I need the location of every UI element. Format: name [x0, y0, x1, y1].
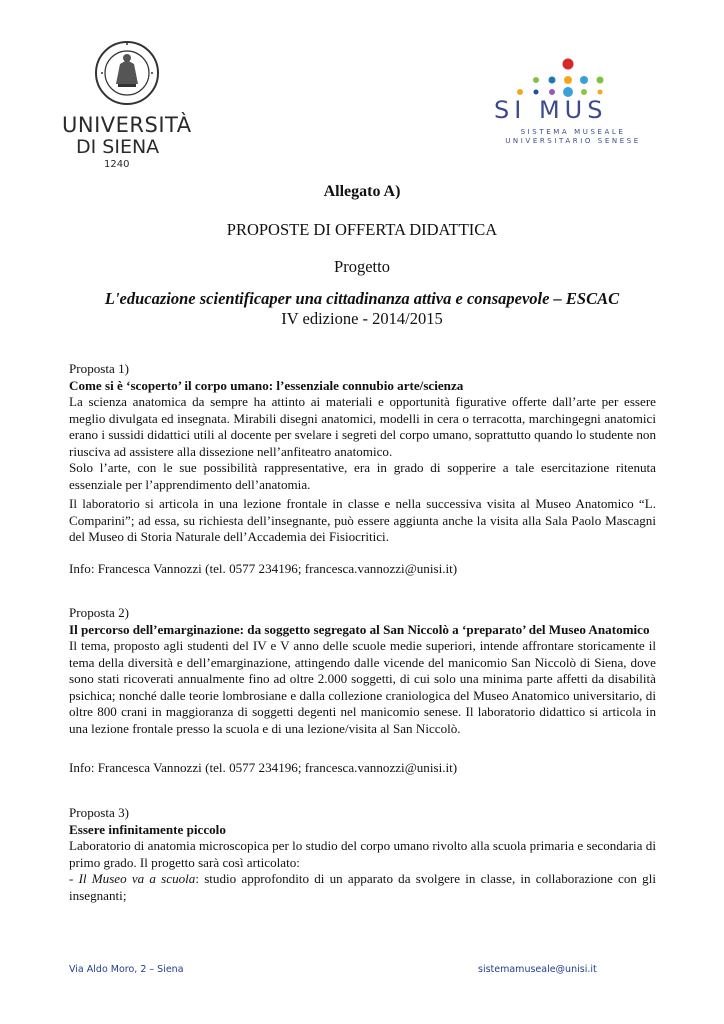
simus-dot — [549, 77, 556, 84]
university-of-siena-logo — [62, 40, 192, 180]
simus-dot — [580, 76, 588, 84]
list-item-text: : studio approfondito di un apparato da svolgere in classe, in collaborazione con gli insegnanti; — [69, 871, 656, 903]
proposta-1-paragraph-3: Il laboratorio si articola in una lezione frontale in classe e nella successiva visita al Museo Anatomico “L. Comparini”; ad essa, su richiesta dell’insegnante, può essere aggiunta anche la visita alla Sala Paolo Mascagni del Museo di Storia Naturale dell’Accademia dei Fisiocritici. — [69, 496, 656, 544]
list-item-italic-title: Il Museo va a scuola — [78, 871, 196, 886]
proposta-1-paragraph-1: La scienza anatomica da sempre ha attinto ai materiali e opportunità figurative offerte dall’arte per essere meglio divulgata ed insegnata. Mirabili disegni anatomici, modelli in cera o terracotta, marchingegni anatomici erano i sussidi didattici utili al docente per svelare i segreti del corpo umano, soprattutto quando lo studente non riusciva ad assistere alla dissezione nell’anfiteatro anatomico. — [69, 394, 656, 459]
university-name — [62, 114, 192, 172]
simus-dot — [533, 77, 539, 83]
simus-subtitle — [490, 128, 656, 146]
simus-dot — [564, 76, 572, 84]
proposta-1-label: Proposta 1) — [69, 361, 130, 376]
proposta-3-section — [69, 805, 656, 904]
allegato-heading: Allegato A) — [323, 183, 401, 200]
simus-wordmark: SI MUS — [494, 96, 608, 124]
proposta-2-paragraph-1: Il tema, proposto agli studenti del IV e V anno delle scuole medie superiori, intende affrontare storicamente il tema della diversità e dell’emarginazione, attingendo dalle vicende del manicomio San Niccolò di Siena, dove sono stati ricoverati annualmente fino ad oltre 2.000 soggetti, di cui solo una minima parte affetti da disabilità psichica; nonché dalle teorie lombrosiane e dalla collezione craniologica del Museo Anatomico universitario, di oltre 800 crani in maggioranza di soggetti degenti nel manicomio senese. Il laboratorio didattico si articola in una lezione frontale presso la scuola e di una lezione/visita al San Niccolò. — [69, 638, 656, 736]
simus-dot — [597, 77, 604, 84]
proposta-2-section — [69, 605, 656, 737]
simus-dots-icon — [480, 52, 656, 102]
proposta-1-title: Come si è ‘scoperto’ il corpo umano: l’essenziale connubio arte/scienza — [69, 377, 464, 393]
simus-logo — [480, 52, 656, 162]
proposta-3-title: Essere infinitamente piccolo — [69, 821, 226, 837]
project-name: L'educazione scientificaper una cittadinanza attiva e consapevole – ESCAC — [104, 289, 620, 308]
university-name-line1: UNIVERSITÀ — [62, 113, 192, 137]
simus-dot — [549, 89, 555, 95]
university-founding-year: 1240 — [104, 159, 130, 170]
project-edition: IV edizione - 2014/2015 — [281, 309, 443, 328]
proposta-3-label: Proposta 3) — [69, 805, 130, 820]
proposta-3-list-item — [69, 871, 656, 904]
document-title: PROPOSTE DI OFFERTA DIDATTICA — [226, 220, 498, 239]
simus-dot — [563, 59, 574, 70]
proposta-1-info: Info: Francesca Vannozzi (tel. 0577 234196; francesca.vannozzi@unisi.it) — [69, 561, 458, 576]
university-seal-icon — [94, 40, 160, 106]
footer-email: sistemamuseale@unisi.it — [478, 964, 597, 975]
footer-address: Via Aldo Moro, 2 – Siena — [69, 964, 184, 975]
list-item-prefix: - — [69, 871, 79, 886]
simus-dot — [517, 89, 523, 95]
proposta-2-label: Proposta 2) — [69, 605, 130, 620]
proposta-1-paragraph-2: Solo l’arte, con le sue possibilità rappresentative, era in grado di sopperire a tale esercitazione ritenuta essenziale per l’apprendimento dell’anatomia. — [69, 460, 656, 492]
proposta-2-title: Il percorso dell’emarginazione: da soggetto segregato al San Niccolò a ‘preparato’ del Museo Anatomico — [69, 621, 650, 637]
simus-dot — [534, 90, 539, 95]
simus-subtitle-line1: SISTEMA MUSEALE — [520, 128, 626, 136]
simus-subtitle-line2: UNIVERSITARIO SENESE — [505, 137, 641, 145]
proposta-1-section — [69, 361, 656, 493]
progetto-label: Progetto — [334, 257, 390, 276]
proposta-2-info: Info: Francesca Vannozzi (tel. 0577 234196; francesca.vannozzi@unisi.it) — [69, 760, 458, 775]
simus-dot — [598, 90, 603, 95]
simus-dot — [581, 89, 587, 95]
proposta-3-paragraph-1: Laboratorio di anatomia microscopica per lo studio del corpo umano rivolto alla scuola primaria e secondaria di primo grado. Il progetto sarà così articolato: — [69, 838, 656, 870]
university-name-line2: DI SIENA — [76, 136, 160, 158]
